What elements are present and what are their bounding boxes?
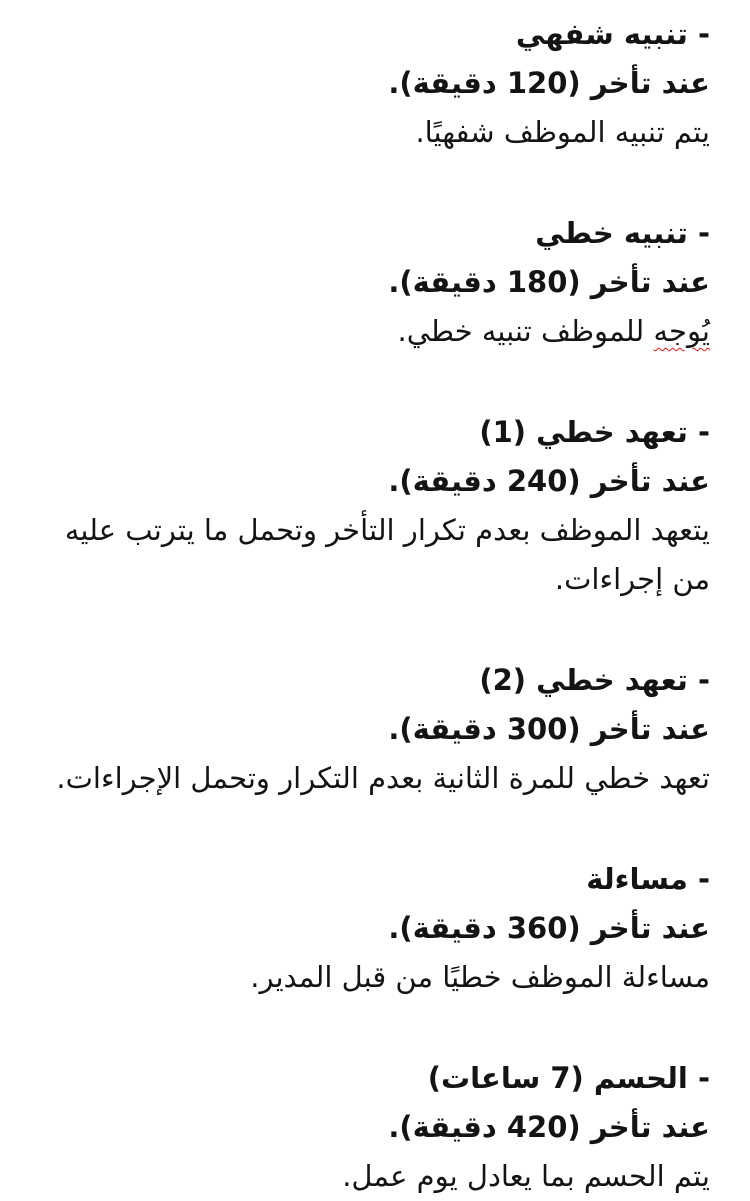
- spellcheck-word: يُوجه: [653, 314, 710, 348]
- section-description: يتم تنبيه الموظف شفهيًا.: [415, 115, 710, 149]
- section-condition: عند تأخر (420 دقيقة).: [388, 1110, 710, 1144]
- section-written-warning: [34, 209, 710, 356]
- section-description: يتعهد الموظف بعدم تكرار التأخر وتحمل ما يترتب عليه من إجراءات.: [64, 513, 710, 596]
- section-verbal-warning: [34, 10, 710, 157]
- section-description-rest: للموظف تنبيه خطي.: [397, 314, 645, 348]
- section-condition: عند تأخر (360 دقيقة).: [388, 911, 710, 945]
- section-accountability: [34, 855, 710, 1002]
- section-description: تعهد خطي للمرة الثانية بعدم التكرار وتحمل الإجراءات.: [56, 761, 710, 795]
- section-title: - مساءلة: [586, 862, 710, 896]
- section-deduction: [34, 1054, 710, 1201]
- section-description: مساءلة الموظف خطيًا من قبل المدير.: [250, 960, 710, 994]
- section-title: - الحسم (7 ساعات): [427, 1061, 710, 1095]
- section-written-pledge-1: [34, 408, 710, 604]
- section-condition: عند تأخر (120 دقيقة).: [388, 66, 710, 100]
- section-condition: عند تأخر (180 دقيقة).: [388, 265, 710, 299]
- section-title: - تعهد خطي (2): [479, 663, 710, 697]
- section-description: [34, 307, 710, 356]
- section-title: - تنبيه شفهي: [515, 17, 710, 51]
- section-written-pledge-2: [34, 656, 710, 803]
- section-condition: عند تأخر (240 دقيقة).: [388, 464, 710, 498]
- section-description: يتم الحسم بما يعادل يوم عمل.: [342, 1159, 710, 1193]
- section-title: - تعهد خطي (1): [479, 415, 710, 449]
- section-title: - تنبيه خطي: [535, 216, 710, 250]
- section-condition: عند تأخر (300 دقيقة).: [388, 712, 710, 746]
